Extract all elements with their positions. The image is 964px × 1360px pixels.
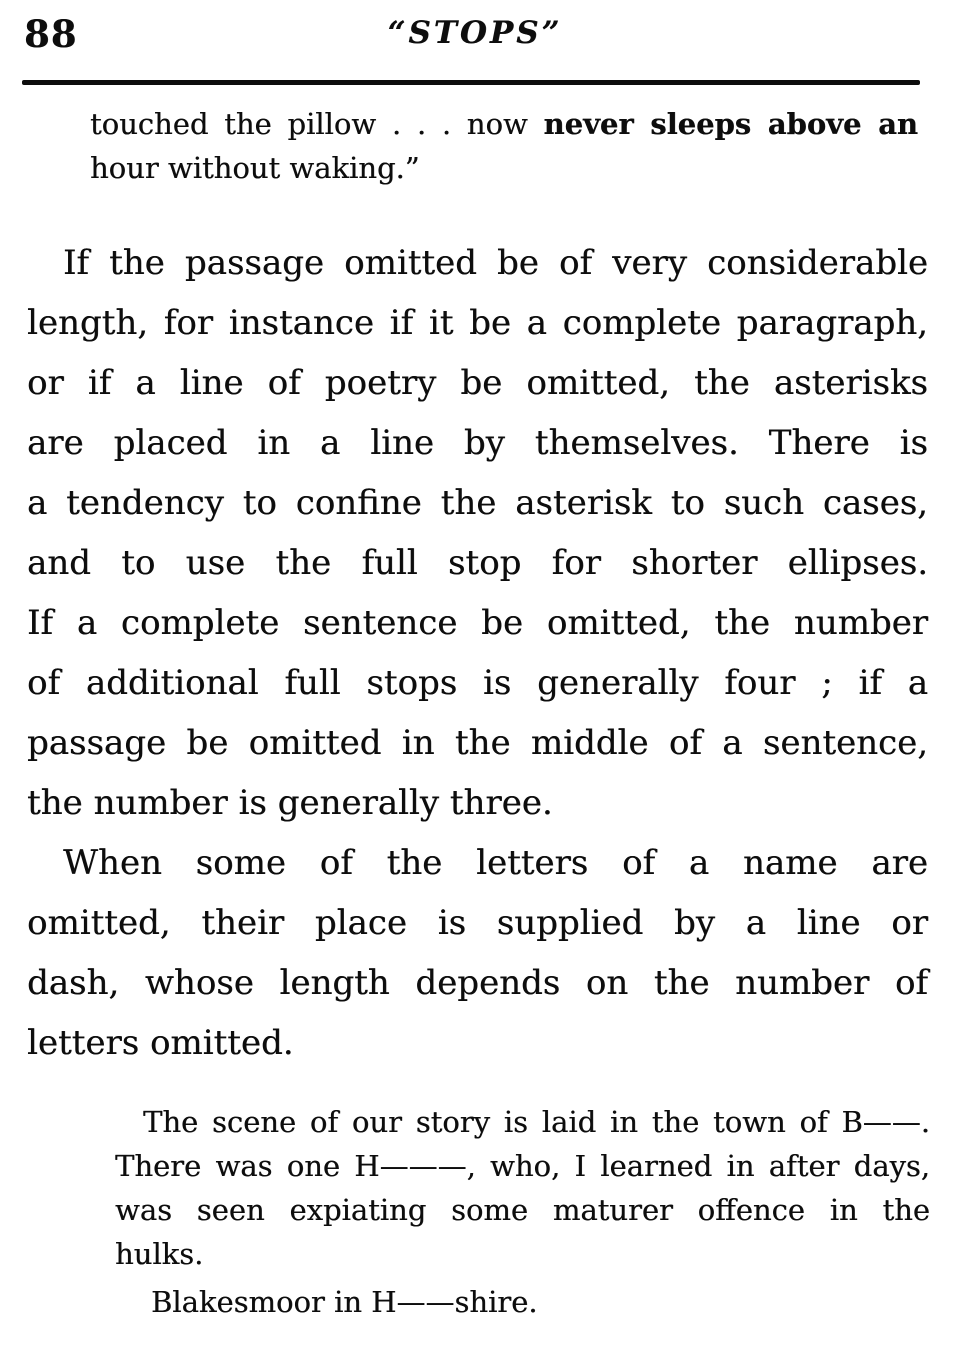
block-quote-2 bbox=[115, 1100, 930, 1324]
text-line: dash, whose length depends on the number of bbox=[27, 963, 928, 1003]
header-rule bbox=[22, 80, 920, 85]
quote-attribution: Blakesmoor in H——shire. bbox=[151, 1285, 538, 1319]
main-text bbox=[27, 233, 928, 1073]
text-line bbox=[90, 102, 918, 146]
quote1-normal-text: touched the pillow . . . now bbox=[90, 107, 544, 141]
quote2-lines bbox=[115, 1100, 930, 1276]
text-line: passage be omitted in the middle of a sentence, bbox=[27, 723, 928, 763]
block-quote-1 bbox=[90, 102, 918, 190]
text-line: hour without waking.” bbox=[90, 151, 420, 185]
text-line: omitted, their place is supplied by a line or bbox=[27, 903, 928, 943]
text-line: The scene of our story is laid in the town of B——. bbox=[143, 1105, 930, 1139]
text-line: letters omitted. bbox=[27, 1023, 294, 1063]
text-line: and to use the full stop for shorter ellipses. bbox=[27, 543, 928, 583]
text-line: are placed in a line by themselves. There is bbox=[27, 423, 928, 463]
text-line: If the passage omitted be of very considerable bbox=[63, 243, 928, 283]
text-line: hulks. bbox=[115, 1237, 204, 1271]
text-line: When some of the letters of a name are bbox=[63, 843, 928, 883]
text-line: or if a line of poetry be omitted, the asterisks bbox=[27, 363, 928, 403]
quote1-bold-text: never sleeps above an bbox=[543, 107, 918, 141]
text-line: There was one H———, who, I learned in after days, bbox=[115, 1149, 930, 1183]
text-line: length, for instance if it be a complete paragraph, bbox=[27, 303, 928, 343]
text-line: a tendency to confine the asterisk to such cases, bbox=[27, 483, 928, 523]
paragraph-2 bbox=[27, 833, 928, 1073]
running-header-title: “STOPS” bbox=[387, 15, 563, 51]
text-line: was seen expiating some maturer offence in the bbox=[115, 1193, 930, 1227]
text-line: the number is generally three. bbox=[27, 783, 553, 823]
paragraph-1 bbox=[27, 233, 928, 833]
text-line: of additional full stops is generally four ; if a bbox=[27, 663, 928, 703]
page-number: 88 bbox=[24, 12, 78, 56]
text-line: If a complete sentence be omitted, the number bbox=[27, 603, 928, 643]
